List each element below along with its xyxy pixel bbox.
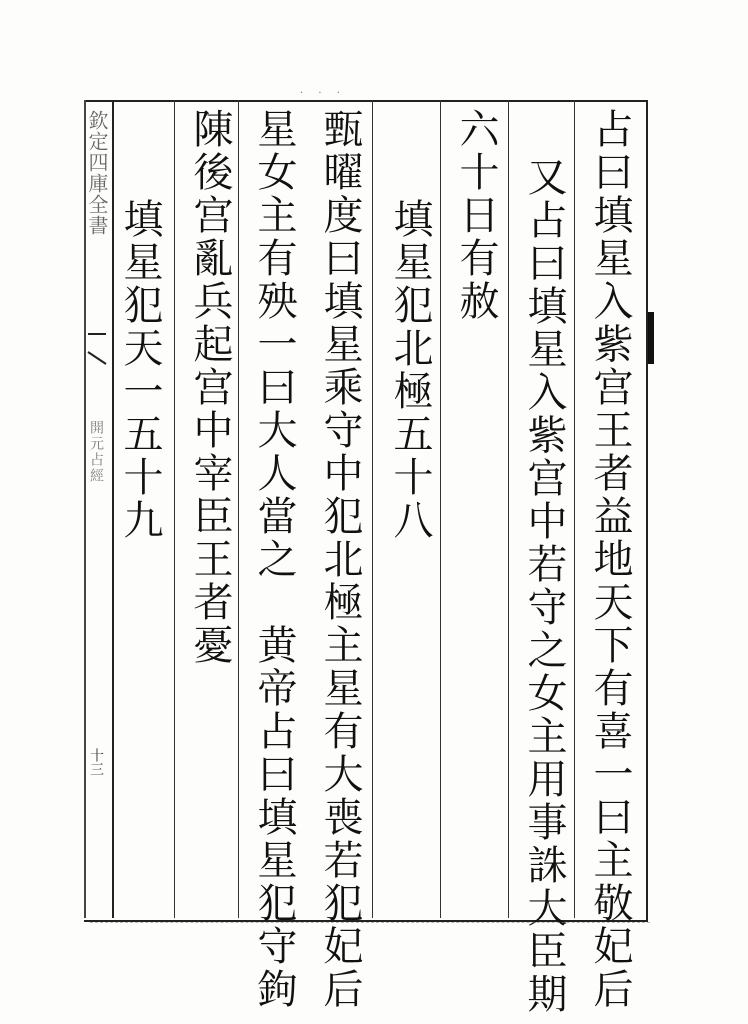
page-number: 十三: [88, 748, 104, 776]
column-rule: [440, 100, 441, 918]
fishtail-mark-icon: [86, 330, 108, 374]
text-column-2: 又占曰填星入紫宫中若守之女主用事誅大臣期: [521, 156, 567, 1016]
top-margin-marks: · · ·: [300, 88, 346, 99]
text-column-5: 甄曜度曰填星乘守中犯北極主星有大喪若犯妃后: [317, 108, 363, 1011]
column-rule: [574, 100, 575, 918]
column-rule: [372, 100, 373, 918]
book-title: 欽定四庫全書: [85, 110, 109, 236]
chapter-label: 開元占經: [88, 420, 104, 484]
ink-mark: [648, 312, 654, 364]
bottom-edge-marks: [90, 922, 650, 927]
text-column-3: 六十日有赦: [453, 108, 499, 323]
column-rule: [238, 100, 239, 918]
text-column-4: 填星犯北極五十八: [387, 198, 433, 542]
text-column-7: 陳後宫亂兵起宫中宰臣王者憂: [187, 108, 233, 667]
text-column-1: 占曰填星入紫宫王者益地天下有喜一曰主敬妃后: [587, 108, 633, 1011]
text-column-6: 星女主有殃一曰大人當之 黄帝占曰填星犯守鉤: [251, 108, 297, 1011]
column-rule: [508, 100, 509, 918]
text-column-8: 填星犯天一五十九: [117, 198, 163, 542]
column-rule: [174, 100, 175, 918]
